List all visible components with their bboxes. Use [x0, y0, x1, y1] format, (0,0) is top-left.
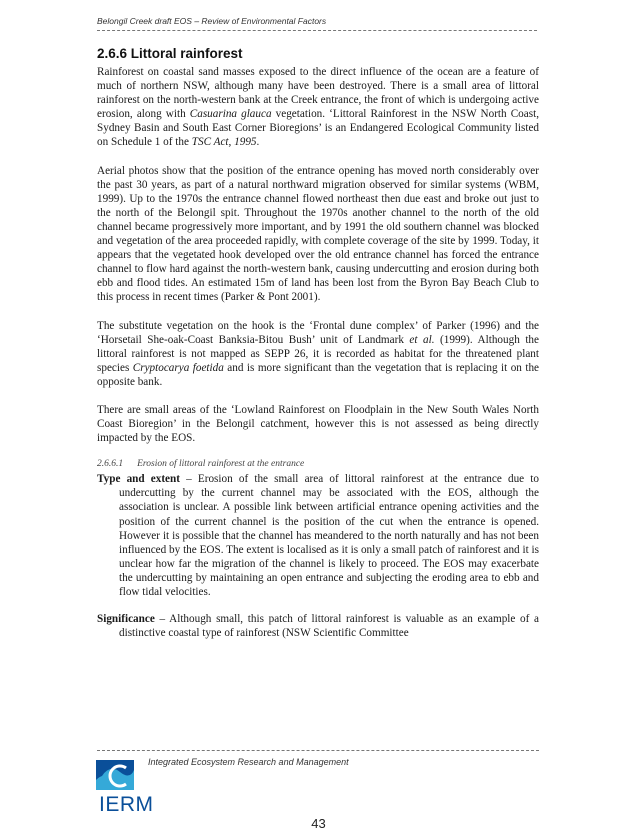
paragraph-intro [97, 65, 539, 150]
subsection-heading [97, 459, 539, 469]
paragraph-lowland-rainforest: There are small areas of the ‘Lowland Rainforest on Floodplain in the New South Wales North Coast Bioregion’ in the Belongil catchment, however this is not assessed as being directly impacted by the EOS. [97, 403, 539, 445]
significance-label: Significance [97, 613, 155, 626]
section-title: 2.6.6 Littoral rainforest [97, 46, 243, 61]
type-extent-label: Type and extent [97, 473, 180, 486]
text-run: – Erosion of the small area of littoral rainforest at the entrance due to undercutting by the current channel may be associated with the EOS, although the association is unclear. A possible link between artificial entrance opening activities and the position of the current channel is the position of the cut when the entrance is opened. However it is possible that the channel has meandered to the north naturally and has not been influenced by the EOS. The extent is localised as it is only a small patch of rainforest and it is unclear how far the migration of the channel is likely to proceed. The EOS may exacerbate the undercutting by maintaining an open entrance and subjecting the eroding area to ebb and flow tidal velocities. [119, 473, 540, 598]
significance-paragraph [97, 612, 539, 640]
text-run: vegetation. ‘Littoral Rainforest in the NSW North Coast, Sydney Basin and South East Corner Bioregions’ is an Endangered Ecological Community listed on Schedule 1 of the [97, 108, 539, 149]
running-header: Belongil Creek draft EOS – Review of Environmental Factors [97, 16, 537, 31]
et-al: et al. [409, 333, 435, 346]
text-run: The substitute vegetation on the hook is the ‘Frontal dune complex’ of Parker (1996) and the ‘Horsetail She-oak-Coast Banksia-Bitou Bush’ unit of Landmark [97, 319, 539, 346]
species-name: Cryptocarya foetida [132, 361, 224, 374]
type-extent-paragraph [97, 472, 539, 599]
text-run: – Although small, this patch of littoral rainforest is valuable as an example of a distinctive coastal type of rainforest (NSW Scientific Committee [119, 613, 539, 640]
text-run: . [256, 136, 260, 149]
page-number: 43 [311, 816, 326, 831]
text-run: (1999). Although the littoral rainforest is not mapped as SEPP 26, it is recorded as habitat for the threatened plant species [97, 333, 539, 374]
paragraph-aerial-photos: Aerial photos show that the position of the entrance opening has moved north considerably over the past 30 years, as part of a natural northward migration observed for similar systems (WBM, 1999). Up to the 1970s the entrance channel flowed northeast then due east and broke out just to the north of the Belongil spit. Throughout the 1970s another channel to the north of the old channel became progressively more important, and by 1991 the old southern channel was blocked and vegetation of the area proceeded rapidly, with complete coverage of the site by 1999. Today, it appears that the vegetated hook developed over the old entrance channel has forced the entrance channel to flow hard against the north-western bank, causing undercutting and erosion during both ebb and flood tides. An estimated 15m of land has been lost from the Byron Bay Beach Club to this process in recent times (Parker & Pont 2001). [97, 164, 539, 304]
logo-wordmark: IERM [99, 793, 154, 816]
footer-divider [97, 750, 539, 751]
text-run: and is more significant than the vegetation that is replacing it on the opposite bank. [97, 361, 540, 388]
footer-organisation: Integrated Ecosystem Research and Management [148, 757, 349, 767]
act-name: TSC Act, 1995 [191, 136, 257, 149]
page-content [97, 46, 539, 653]
species-name: Casuarina glauca [189, 108, 272, 121]
paragraph-substitute-vegetation [97, 319, 539, 389]
subsection-title: Erosion of littoral rainforest at the entrance [137, 459, 305, 470]
text-run: Rainforest on coastal sand masses exposed to the direct influence of the ocean are a feature of much of northern NSW, although many have been destroyed. There is a small area of littoral rainforest on the north-western bank at the Creek entrance, the front of which is undergoing active erosion, along with [97, 66, 539, 121]
subsection-number: 2.6.6.1 [97, 459, 124, 470]
